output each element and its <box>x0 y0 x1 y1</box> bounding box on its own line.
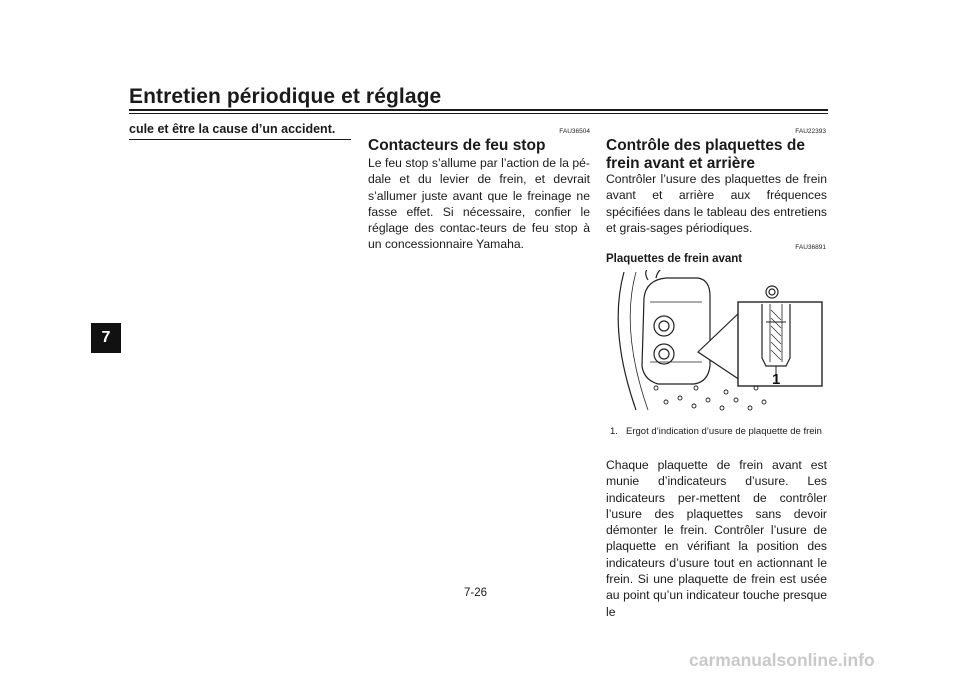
chapter-tab: 7 <box>91 323 121 353</box>
watermark: carmanualsonline.info <box>689 650 875 670</box>
figure-caption <box>610 426 828 450</box>
page-title: Entretien périodique et réglage <box>129 85 442 108</box>
subsection-code: FAU36891 <box>795 244 826 251</box>
continued-warning-text: cule et être la cause d’un accident. <box>129 122 336 136</box>
caption-text: Ergot d’indication d’usure de plaquette de frein <box>626 426 822 437</box>
warning-end-rule <box>129 139 351 140</box>
section-code: FAU36504 <box>559 128 590 135</box>
header-rule <box>129 109 828 111</box>
caption-number: 1. <box>610 426 618 437</box>
brake-pad-figure <box>606 270 828 418</box>
figure-callout: 1 <box>772 371 781 388</box>
subheading-front-pads: Plaquettes de frein avant <box>606 253 743 265</box>
section-body-wear-indicators: Chaque plaquette de frein avant est munie d’indicateurs d’usure. Les indicateurs per-mettent de contrôler l’usure des plaquettes sans devoir démonter le frein. Contrôler l’usure de plaquette en vérifiant la position des indicateurs d’usure tout en actionnant le frein. Si une plaquette de frein est usée au point qu’un indicateur touche presque le <box>606 458 827 619</box>
header-rule-thin <box>129 113 828 114</box>
section-heading-brake-pads: Contrôle des plaquettes de frein avant et arrière <box>606 137 805 172</box>
page-number: 7-26 <box>464 587 488 599</box>
section-code: FAU22393 <box>795 128 826 135</box>
section-heading-brake-light: Contacteurs de feu stop <box>368 137 546 154</box>
section-body-brake-pads: Contrôler l’usure des plaquettes de frein avant et arrière aux fréquences spécifiées dans le tableau des entretiens et grais-sages périodiques. <box>606 172 827 235</box>
section-body-brake-light: Le feu stop s’allume par l’action de la pé-dale et du levier de frein, et devrait s’allumer juste avant que le freinage ne fasse effet. Si nécessaire, confier le réglage des contac-teurs de feu stop à un concessionnaire Yamaha. <box>368 156 590 252</box>
